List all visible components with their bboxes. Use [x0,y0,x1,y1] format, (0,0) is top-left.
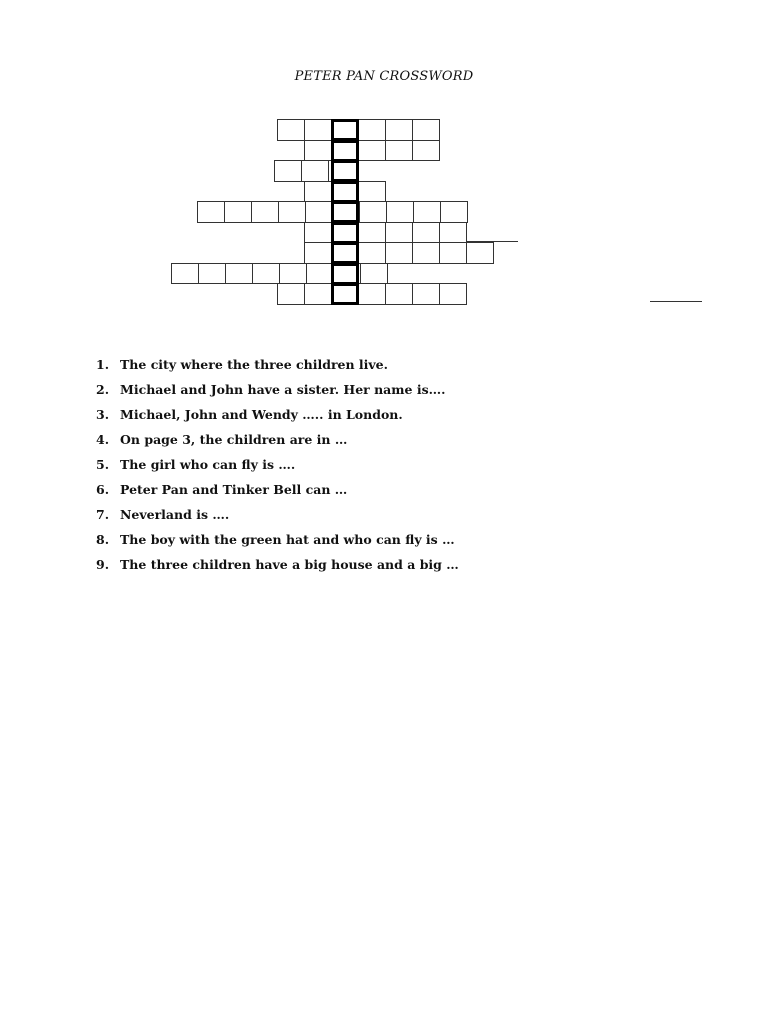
clue-number: 4. [96,432,110,447]
clue-item [96,381,459,406]
clue-item [96,506,459,531]
key-column-cell [331,263,359,285]
crossword-cell [358,283,386,305]
crossword-cell [358,222,386,244]
clue-number: 7. [96,507,110,522]
clue-item [96,406,459,431]
crossword-cell [304,140,332,162]
crossword-cell [277,119,305,141]
crossword-cell [385,140,413,162]
key-column-cell [331,242,359,264]
clue-text: The boy with the green hat and who can fly is … [120,532,455,547]
crossword-cell [439,283,467,305]
clue-item [96,356,459,381]
crossword-cell [304,242,332,264]
clue-text: Michael, John and Wendy ….. in London. [120,407,403,422]
crossword-cell [304,181,332,203]
clue-number: 5. [96,457,110,472]
key-column-cell [331,283,359,305]
crossword-cell [304,119,332,141]
clue-text: On page 3, the children are in … [120,432,348,447]
crossword-cell [274,160,302,182]
clue-text: Peter Pan and Tinker Bell can … [120,482,348,497]
crossword-cell [386,201,414,223]
clue-number: 3. [96,407,110,422]
crossword-cell [306,263,334,285]
clue-list [96,356,459,581]
crossword-cell [385,222,413,244]
crossword-cell [413,201,441,223]
crossword-cell [360,263,388,285]
crossword-cell [305,201,333,223]
crossword-cell [385,283,413,305]
crossword-cell [440,201,468,223]
crossword-cell [412,140,440,162]
crossword-cell [197,201,225,223]
crossword-cell [198,263,226,285]
clue-number: 8. [96,532,110,547]
crossword-cell [385,119,413,141]
crossword-cell [224,201,252,223]
crossword-cell [412,242,440,264]
crossword-cell [358,181,386,203]
clue-item [96,556,459,581]
crossword-cell [412,283,440,305]
crossword-cell [304,222,332,244]
crossword-cell [278,201,306,223]
key-column-cell [331,201,359,223]
key-column-cell [331,181,359,203]
crossword-cell [359,201,387,223]
clue-number: 6. [96,482,110,497]
clue-item [96,481,459,506]
crossword-cell [252,263,280,285]
crossword-grid [0,0,768,330]
crossword-cell [279,263,307,285]
key-column-cell [331,119,359,141]
crossword-cell [358,140,386,162]
clue-item [96,431,459,456]
crossword-cell [171,263,199,285]
crossword-cell [385,242,413,264]
clue-item [96,456,459,481]
clue-number: 1. [96,357,110,372]
crossword-cell [358,119,386,141]
crossword-cell [466,242,494,264]
crossword-cell [301,160,329,182]
clue-text: The city where the three children live. [120,357,388,372]
clue-text: Neverland is …. [120,507,230,522]
key-column-cell [331,140,359,162]
crossword-cell [225,263,253,285]
page-title: PETER PAN CROSSWORD [294,69,474,84]
clue-number: 9. [96,557,110,572]
clue-number: 2. [96,382,110,397]
clue-item [96,531,459,556]
crossword-cell [358,242,386,264]
crossword-cell [439,222,467,244]
clue-text: The three children have a big house and a big … [120,557,459,572]
key-column-cell [331,160,359,182]
rule-line [466,241,518,242]
key-column-cell [331,222,359,244]
clue-text: Michael and John have a sister. Her name is…. [120,382,446,397]
crossword-cell [412,222,440,244]
crossword-cell [251,201,279,223]
crossword-cell [439,242,467,264]
crossword-cell [412,119,440,141]
rule-line [650,301,702,302]
clue-text: The girl who can fly is …. [120,457,296,472]
crossword-cell [277,283,305,305]
crossword-cell [304,283,332,305]
